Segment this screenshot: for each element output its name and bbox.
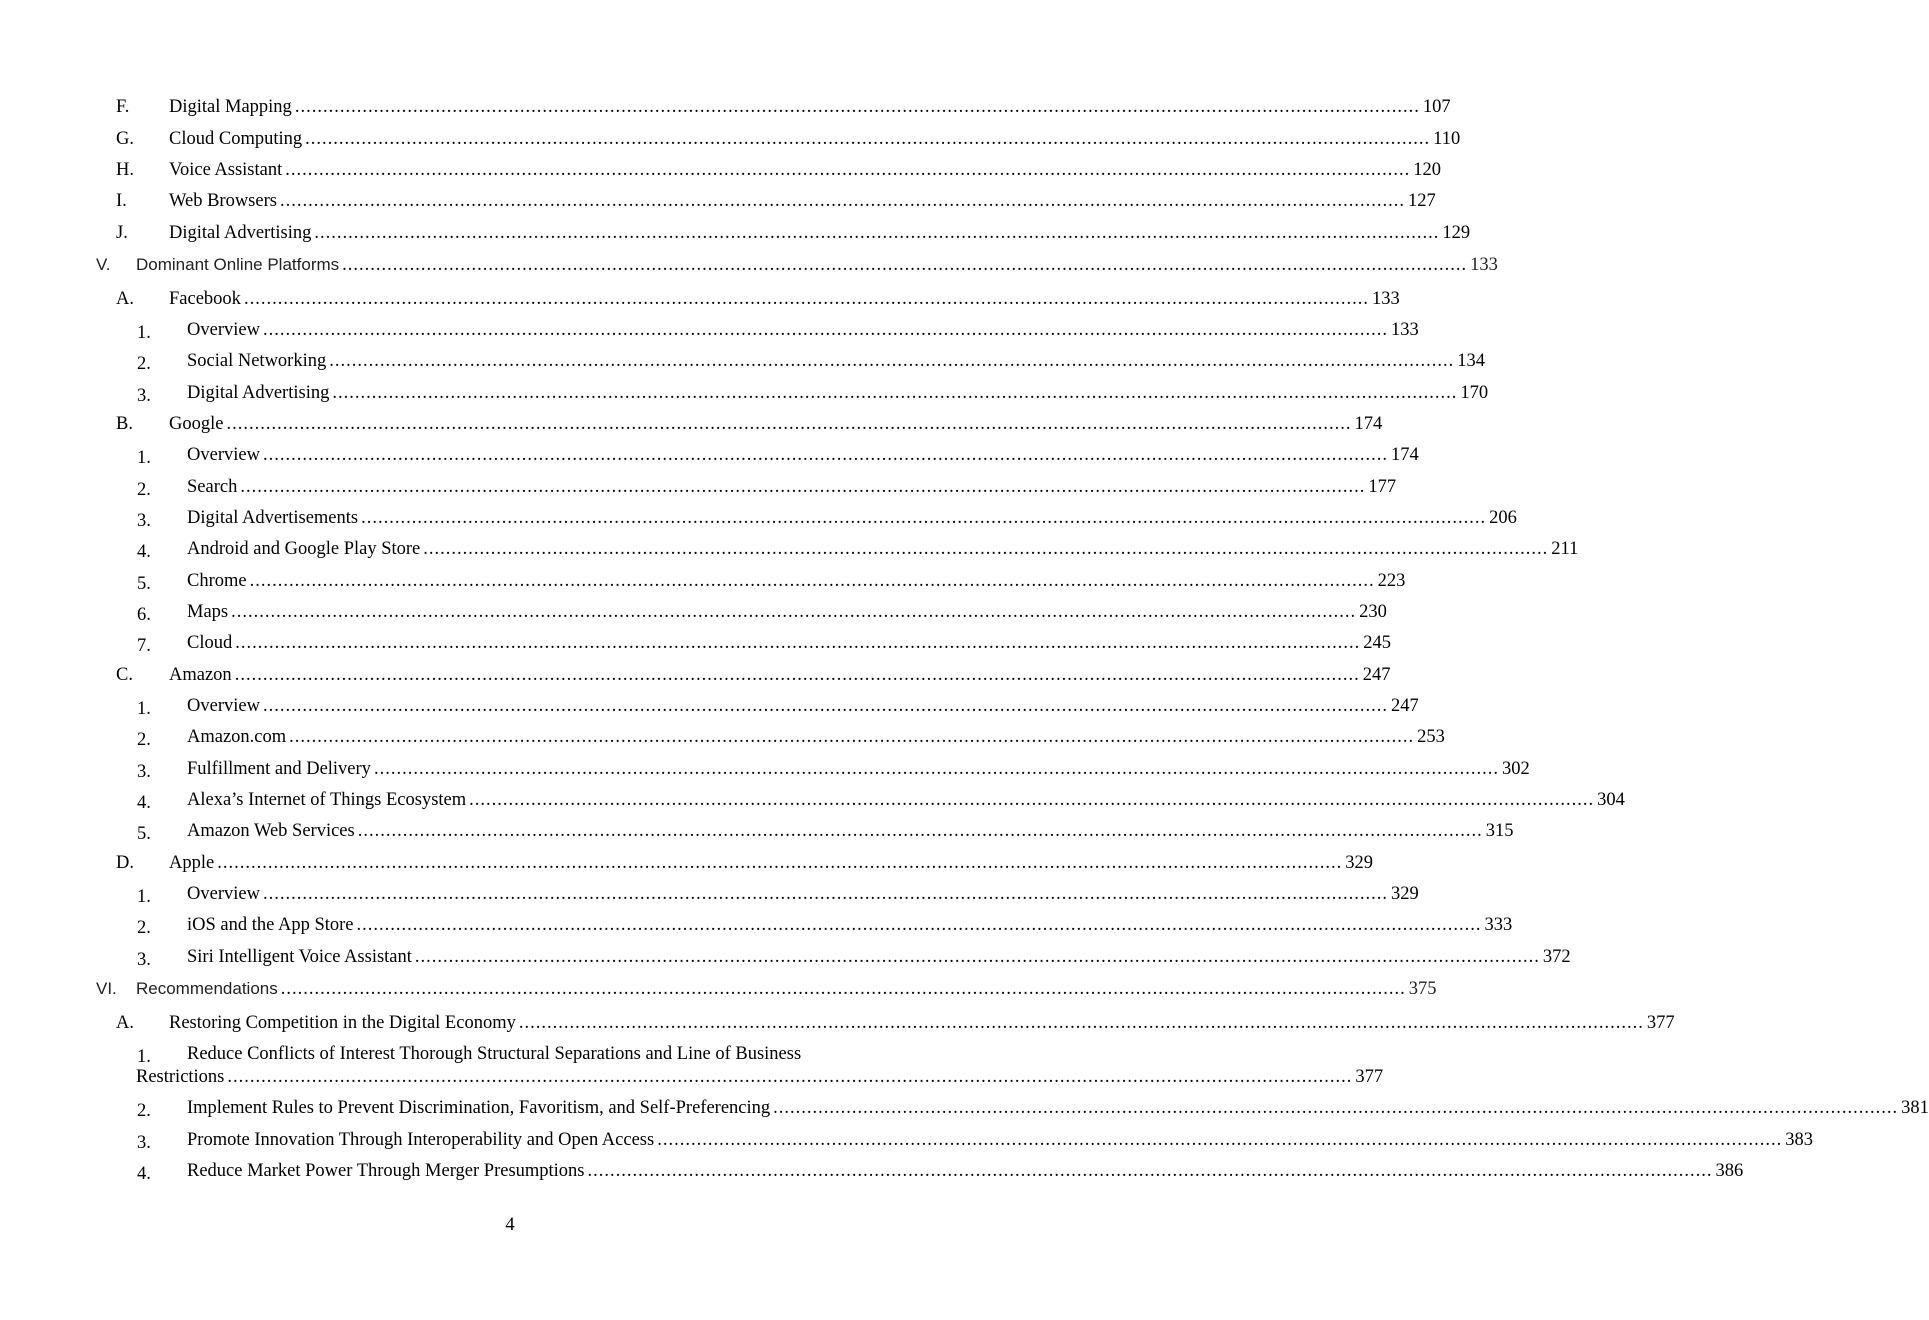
toc-entry-number: 7.: [137, 636, 151, 656]
dot-leader: ........................................................................................................................................................................................................: [773, 1098, 1899, 1118]
toc-entry-label: Facebook: [169, 289, 241, 309]
toc-entry-page: 377: [1355, 1067, 1384, 1087]
toc-entry-label: Search: [187, 477, 238, 497]
toc-entry-label: Amazon Web Services: [187, 821, 355, 841]
dot-leader: ........................................................................................................................................................................................................: [249, 571, 1375, 591]
dot-leader: ........................................................................................................................................................................................................: [294, 97, 1420, 117]
toc-entry-page: 230: [1359, 602, 1387, 622]
dot-leader: ........................................................................................................................................................................................................: [414, 947, 1540, 967]
toc-entry-label: Chrome: [187, 571, 247, 591]
toc-entry-number: 1.: [137, 323, 151, 343]
toc-entry-label: Recommendations: [136, 979, 278, 998]
dot-leader: ........................................................................................................................................................................................................: [423, 539, 1549, 559]
toc-entry[interactable]: [169, 413, 1383, 435]
dot-leader: ........................................................................................................................................................................................................: [289, 727, 1415, 747]
toc-entry-number: 2.: [137, 354, 151, 374]
dot-leader: ........................................................................................................................................................................................................: [285, 160, 1411, 180]
toc-entry[interactable]: [169, 190, 1436, 212]
toc-entry-page: 134: [1457, 351, 1485, 371]
toc-entry-number: 1.: [137, 699, 151, 719]
toc-entry-page: 170: [1460, 383, 1489, 403]
toc-entry-label: Amazon: [169, 665, 232, 685]
toc-entry-page: 133: [1371, 289, 1400, 309]
dot-leader: ........................................................................................................................................................................................................: [518, 1013, 1644, 1033]
toc-entry[interactable]: [187, 350, 1485, 372]
toc-entry[interactable]: [187, 946, 1571, 968]
toc-entry-number: D.: [116, 853, 134, 873]
dot-leader: ........................................................................................................................................................................................................: [226, 414, 1352, 434]
toc-entry-continuation[interactable]: [136, 1066, 1384, 1088]
toc-entry-page: 386: [1715, 1161, 1744, 1181]
toc-entry-label-continued: Restrictions: [136, 1067, 225, 1087]
dot-leader: ........................................................................................................................................................................................................: [234, 665, 1360, 685]
toc-entry[interactable]: [187, 1097, 1929, 1119]
dot-leader: ........................................................................................................................................................................................................: [279, 191, 1405, 211]
toc-entry-label: Digital Advertisements: [187, 508, 359, 528]
toc-entry-page: 133: [1390, 320, 1419, 340]
toc-entry-number: 3.: [137, 1133, 151, 1153]
toc-entry-number: J.: [116, 223, 128, 243]
toc-entry-label: Digital Advertising: [187, 383, 330, 403]
toc-entry-page: 329: [1345, 853, 1373, 873]
toc-entry-label: Digital Mapping: [169, 97, 292, 117]
toc-entry-page: 383: [1785, 1130, 1813, 1150]
toc-entry-number: 3.: [137, 762, 151, 782]
dot-leader: ........................................................................................................................................................................................................: [587, 1161, 1713, 1181]
toc-entry[interactable]: [187, 632, 1391, 654]
toc-entry-number: 4.: [137, 542, 151, 562]
toc-entry[interactable]: [187, 820, 1514, 842]
toc-entry[interactable]: [136, 978, 1437, 1000]
toc-entry-label: Cloud Computing: [169, 129, 303, 149]
toc-entry-number: C.: [116, 665, 133, 685]
toc-entry[interactable]: [169, 288, 1400, 310]
toc-entry-label: Cloud: [187, 633, 233, 653]
dot-leader: ........................................................................................................................................................................................................: [373, 759, 1499, 779]
dot-leader: ........................................................................................................................................................................................................: [262, 696, 1388, 716]
dot-leader: ........................................................................................................................................................................................................: [262, 884, 1388, 904]
dot-leader: ........................................................................................................................................................................................................: [342, 255, 1468, 275]
toc-entry-number: VI.: [96, 979, 117, 998]
toc-entry-number: V.: [96, 255, 111, 274]
toc-entry-page: 315: [1485, 821, 1514, 841]
toc-entry-page: 206: [1489, 508, 1517, 528]
toc-entry-label: Restoring Competition in the Digital Economy: [169, 1013, 516, 1033]
toc-entry-page: 133: [1470, 255, 1498, 275]
toc-entry-page: 329: [1390, 884, 1419, 904]
dot-leader: ........................................................................................................................................................................................................: [217, 853, 1343, 873]
dot-leader: ........................................................................................................................................................................................................: [356, 915, 1482, 935]
toc-entry[interactable]: [187, 444, 1419, 466]
dot-leader: ........................................................................................................................................................................................................: [357, 821, 1483, 841]
toc-entry-label: iOS and the App Store: [187, 915, 354, 935]
toc-entry[interactable]: [187, 476, 1397, 498]
toc-entry-label: Promote Innovation Through Interoperability and Open Access: [187, 1130, 655, 1150]
toc-entry[interactable]: [187, 382, 1489, 404]
toc-entry-page: 174: [1390, 445, 1419, 465]
toc-entry[interactable]: [169, 159, 1441, 181]
toc-entry[interactable]: [187, 883, 1419, 905]
dot-leader: ........................................................................................................................................................................................................: [657, 1130, 1783, 1150]
toc-entry-label: Amazon.com: [187, 727, 287, 747]
toc-entry-label: Social Networking: [187, 351, 327, 371]
dot-leader: ........................................................................................................................................................................................................: [262, 320, 1388, 340]
toc-entry[interactable]: [187, 1160, 1744, 1182]
toc-entry-label: Apple: [169, 853, 215, 873]
dot-leader: ........................................................................................................................................................................................................: [243, 289, 1369, 309]
toc-entry-page: 127: [1407, 191, 1436, 211]
toc-entry-label: Voice Assistant: [169, 160, 283, 180]
toc-entry[interactable]: [187, 538, 1579, 560]
toc-entry-page: 211: [1551, 539, 1579, 559]
dot-leader: ........................................................................................................................................................................................................: [235, 633, 1361, 653]
toc-entry-page: 304: [1597, 790, 1625, 810]
dot-leader: ........................................................................................................................................................................................................: [305, 129, 1431, 149]
dot-leader: ........................................................................................................................................................................................................: [332, 383, 1458, 403]
dot-leader: ........................................................................................................................................................................................................: [240, 477, 1366, 497]
toc-entry-label: Alexa’s Internet of Things Ecosystem: [187, 790, 467, 810]
toc-entry[interactable]: [169, 128, 1461, 150]
toc-entry-number: 1.: [137, 1047, 151, 1067]
toc-entry[interactable]: [187, 570, 1406, 592]
toc-entry-page: 107: [1422, 97, 1451, 117]
toc-entry-number: 2.: [137, 918, 151, 938]
toc-entry[interactable]: [187, 507, 1517, 529]
toc-entry-page: 129: [1442, 223, 1471, 243]
toc-entry[interactable]: [187, 758, 1530, 780]
toc-entry[interactable]: [169, 664, 1391, 686]
dot-leader: ........................................................................................................................................................................................................: [329, 351, 1455, 371]
toc-entry-number: G.: [116, 129, 134, 149]
dot-leader: ........................................................................................................................................................................................................: [280, 979, 1406, 999]
toc-entry-page: 120: [1413, 160, 1441, 180]
toc-entry-label: Implement Rules to Prevent Discrimination, Favoritism, and Self-Preferencing: [187, 1098, 771, 1118]
toc-entry-page: 253: [1417, 727, 1445, 747]
dot-leader: ........................................................................................................................................................................................................: [469, 790, 1595, 810]
toc-entry-label: Overview: [187, 320, 260, 340]
toc-entry-number: B.: [116, 414, 133, 434]
toc-entry-label: Overview: [187, 445, 260, 465]
toc-entry-label: Overview: [187, 696, 260, 716]
toc-entry-page: 245: [1363, 633, 1391, 653]
toc-entry-label: Android and Google Play Store: [187, 539, 421, 559]
toc-entry-label[interactable]: Reduce Conflicts of Interest Thorough Structural Separations and Line of Business: [187, 1044, 802, 1064]
toc-entry-number: 4.: [137, 1164, 151, 1184]
toc-entry-page: 375: [1408, 979, 1437, 999]
toc-entry-label: Google: [169, 414, 224, 434]
toc-entry-page: 333: [1484, 915, 1513, 935]
toc-entry-label: Siri Intelligent Voice Assistant: [187, 947, 412, 967]
toc-entry-page: 377: [1646, 1013, 1675, 1033]
toc-entry-number: 3.: [137, 950, 151, 970]
toc-entry[interactable]: [187, 726, 1445, 748]
toc-entry[interactable]: [169, 96, 1451, 118]
toc-entry[interactable]: [187, 319, 1419, 341]
toc-entry[interactable]: [187, 1129, 1813, 1151]
toc-entry-number: 2.: [137, 480, 151, 500]
page-number: 4: [505, 1215, 515, 1235]
toc-entry-page: 381: [1901, 1098, 1929, 1118]
toc-entry-page: 247: [1362, 665, 1391, 685]
toc-entry-label: Digital Advertising: [169, 223, 312, 243]
toc-entry-label: Web Browsers: [169, 191, 277, 211]
toc-entry[interactable]: [187, 914, 1513, 936]
toc-entry-page: 223: [1377, 571, 1406, 591]
toc-entry-page: 247: [1390, 696, 1419, 716]
toc-entry-page: 110: [1433, 129, 1461, 149]
toc-entry[interactable]: [169, 222, 1471, 244]
toc-entry[interactable]: [187, 695, 1419, 717]
toc-entry-number: 2.: [137, 730, 151, 750]
dot-leader: ........................................................................................................................................................................................................: [262, 445, 1388, 465]
toc-entry-number: 3.: [137, 511, 151, 531]
toc-entry-number: F.: [116, 97, 130, 117]
toc-entry-label: Fulfillment and Delivery: [187, 759, 371, 779]
toc-entry[interactable]: [187, 601, 1387, 623]
toc-entry-number: 3.: [137, 386, 151, 406]
toc-entry[interactable]: [169, 1012, 1675, 1034]
toc-entry-label: Reduce Market Power Through Merger Presumptions: [187, 1161, 585, 1181]
toc-entry-label: Overview: [187, 884, 260, 904]
dot-leader: ........................................................................................................................................................................................................: [231, 602, 1357, 622]
toc-entry-number: A.: [116, 289, 134, 309]
toc-entry-page: 372: [1542, 947, 1571, 967]
toc-entry-label: Maps: [187, 602, 229, 622]
toc-entry-number: I.: [116, 191, 127, 211]
toc-entry[interactable]: [169, 852, 1373, 874]
toc-entry-page: 302: [1501, 759, 1530, 779]
dot-leader: ........................................................................................................................................................................................................: [361, 508, 1487, 528]
dot-leader: ........................................................................................................................................................................................................: [314, 223, 1440, 243]
toc-entry[interactable]: [136, 254, 1498, 276]
toc-entry-number: A.: [116, 1013, 134, 1033]
toc-entry-number: 5.: [137, 574, 151, 594]
toc-entry-page: 174: [1354, 414, 1383, 434]
dot-leader: ........................................................................................................................................................................................................: [227, 1067, 1353, 1087]
toc-entry-number: H.: [116, 160, 134, 180]
toc-entry-label: Dominant Online Platforms: [136, 255, 340, 274]
toc-entry-page: 177: [1368, 477, 1397, 497]
toc-entry-number: 6.: [137, 605, 151, 625]
toc-entry[interactable]: [187, 789, 1625, 811]
toc-entry-number: 1.: [137, 448, 151, 468]
toc-entry-number: 1.: [137, 887, 151, 907]
toc-entry-number: 4.: [137, 793, 151, 813]
toc-entry-number: 5.: [137, 824, 151, 844]
toc-entry-number: 2.: [137, 1101, 151, 1121]
